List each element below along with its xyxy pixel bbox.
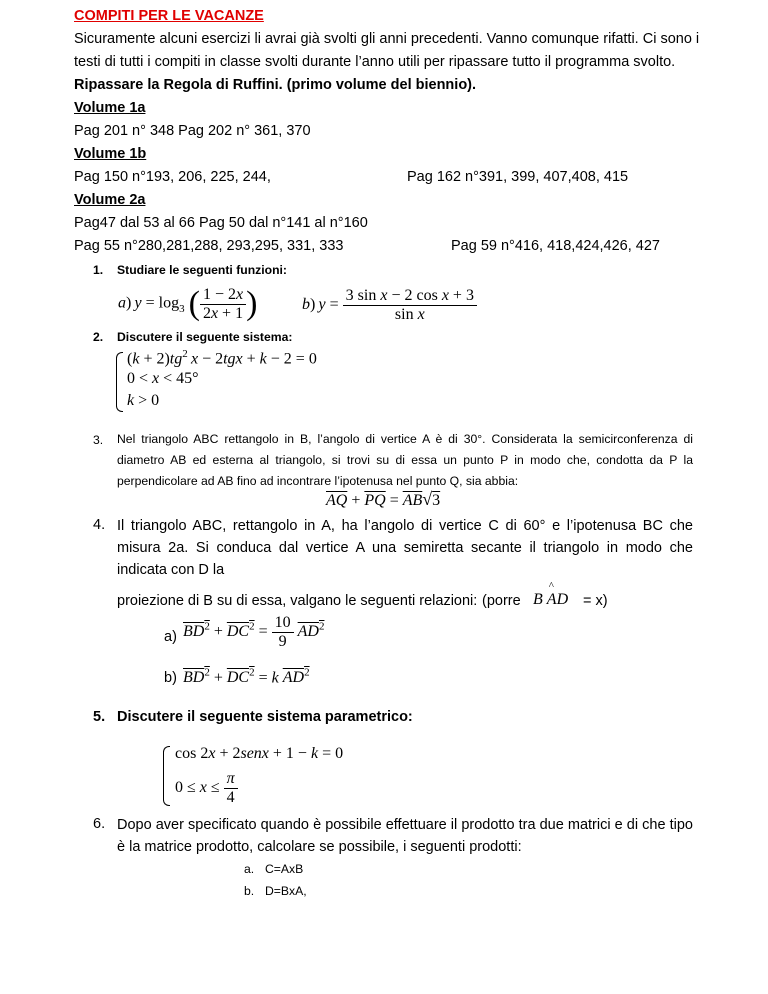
- volume-2a-heading: Volume 2a: [74, 192, 146, 208]
- exercise-5-text: Discutere il seguente sistema parametrico:: [117, 709, 413, 725]
- volume-1b-heading: Volume 1b: [74, 146, 147, 162]
- exercise-4-text-2: proiezione di B su di essa, valgano le seguenti relazioni:: [117, 593, 478, 609]
- volume-1b-pages-a: Pag 150 n°193, 206, 225, 244,: [74, 169, 271, 185]
- exercise-2-number: 2.: [93, 330, 104, 344]
- relation-b: $BD^2 + DC^2 = k$ $AD^2$: [183, 667, 310, 687]
- system-brace: [116, 352, 123, 412]
- exercise-4-text: Il triangolo ABC, rettangolo in A, ha l’angolo di vertice C di 60° e l’ipotenusa BC che misura 2a. Si conduca dal vertice A una semiretta secante il triangolo in modo che indicata con D la: [117, 518, 693, 578]
- angle-BAD: B ^ AD: [533, 580, 569, 608]
- formula-b: b) y = $\frac{\text{3 sin x − 2 cos x + 3}}{\text{sin x}}$: [302, 287, 477, 324]
- system-2-eq1: $(k + 2)tg^2$ x − 2tgx + k − 2 = 0: [127, 348, 317, 368]
- intro-line-1: Sicuramente alcuni esercizi li avrai già svolti gli anni precedenti. Vanno comunque rifatti. Ci sono i: [74, 31, 700, 47]
- exercise-3-text: Nel triangolo ABC rettangolo in B, l’angolo di vertice A è di 30°. Considerata la semicirconferenza di diametro AB ed esterna al triangolo, si trovi su di essa un punto P in modo che, condotta da P la perpendicolare ad AB fino ad incontrare l’ipotenusa nel punto Q, sia abbia:: [117, 432, 693, 488]
- volume-1b-pages-b: Pag 162 n°391, 399, 407,408, 415: [407, 169, 629, 185]
- exercise-6-number: 6.: [93, 816, 106, 832]
- product-a-label: a.: [244, 862, 255, 876]
- volume-1a-heading: Volume 1a: [74, 100, 146, 116]
- exercise-3-number: 3.: [93, 433, 104, 447]
- ruffini-note: Ripassare la Regola di Ruffini. (primo volume del biennio).: [74, 77, 477, 93]
- page-title: COMPITI PER LE VACANZE: [74, 8, 264, 24]
- product-a: C=AxB: [265, 862, 304, 876]
- exercise-4-porre: (porre: [482, 593, 521, 609]
- system-5-eq1: cos 2x + 2senx + 1 − k = 0: [175, 745, 344, 762]
- exercise-1-text: Studiare le seguenti funzioni:: [117, 263, 287, 277]
- exercise-6-text: Dopo aver specificato quando è possibile effettuare il prodotto tra due matrici e di che tipo è la matrice prodotto, calcolare se possibile, i seguenti prodotti:: [117, 817, 693, 855]
- system-2-eq2: 0 < x < 45°: [127, 370, 199, 387]
- exercise-4-porre-end: = x): [583, 593, 608, 609]
- system-5-brace: [163, 746, 170, 806]
- volume-2a-pages-a: Pag47 dal 53 al 66 Pag 50 dal n°141 al n°160: [74, 215, 368, 231]
- product-b-label: b.: [244, 884, 255, 898]
- relation-a: $BD^2 + DC^2$ = $\frac{10}{9}$ $AD^2$: [183, 614, 325, 650]
- system-5-eq2: 0 ≤ x ≤ $\frac{\pi}{4}$: [175, 770, 238, 807]
- volume-1a-pages: Pag 201 n° 348 Pag 202 n° 361, 370: [74, 123, 311, 139]
- exercise-2-text: Discutere il seguente sistema:: [117, 330, 293, 344]
- exercise-4-number: 4.: [93, 517, 106, 533]
- exercise-1-number: 1.: [93, 263, 104, 277]
- relation-a-label: a): [164, 629, 177, 645]
- volume-2a-pages-c: Pag 59 n°416, 418,424,426, 427: [451, 238, 660, 254]
- volume-2a-pages-b: Pag 55 n°280,281,288, 293,295, 331, 333: [74, 238, 344, 254]
- intro-line-2: testi di tutti i compiti in classe svolti durante l’anno utili per ripassare tutto il programma svolto.: [74, 54, 676, 70]
- system-2-eq3: k > 0: [127, 392, 160, 409]
- relation-b-label: b): [164, 670, 177, 686]
- formula-a: a) $y = \log_3$ ( $\frac{1 - 2x}{2x + 1}$ ): [118, 285, 258, 322]
- product-b: D=BxA,: [265, 884, 307, 898]
- formula-3: $\overline{AQ} + \overline{PQ} = \overline{AB}√3$: [326, 489, 441, 509]
- exercise-5-number: 5.: [93, 709, 106, 725]
